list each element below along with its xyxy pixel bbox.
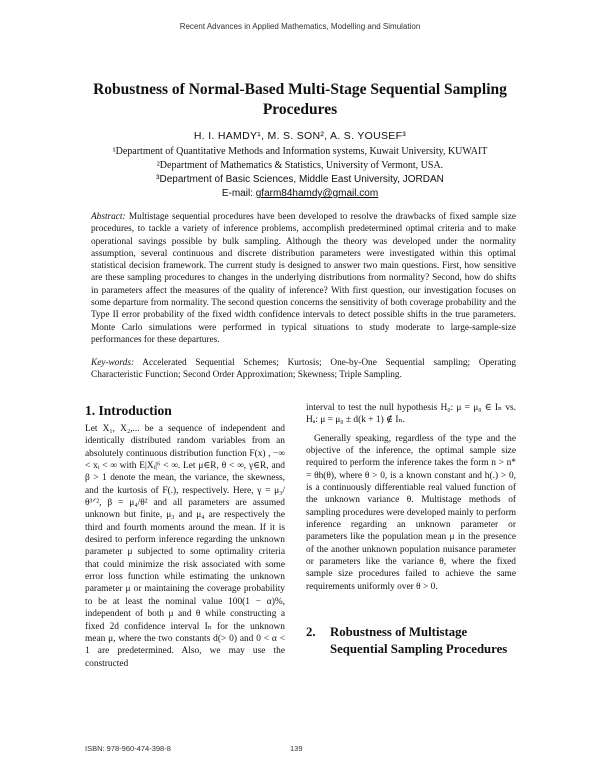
section-heading-robustness <box>306 624 516 658</box>
keywords-label: Key-words: <box>91 358 135 368</box>
keywords-text: Accelerated Sequential Schemes; Kurtosis; One-by-One Sequential sampling; Operating Characteristic Function; Second Order Approximation; Skewness; Triple Sampling. <box>91 358 516 381</box>
abstract <box>91 211 516 346</box>
paper-title: Robustness of Normal-Based Multi-Stage Sequential Sampling Procedures <box>93 81 507 118</box>
right-column <box>306 402 516 658</box>
affiliation-3: ³Department of Basic Sciences, Middle East University, JORDAN <box>156 174 444 185</box>
section2-title: Robustness of Multistage Sequential Sampling Procedures <box>330 625 508 657</box>
page-number: 139 <box>290 744 303 753</box>
author-list: H. I. HAMDY¹, M. S. SON², A. S. YOUSEF³ <box>193 130 407 142</box>
footer-isbn: ISBN: 978-960-474-398-8 <box>85 744 171 753</box>
affiliation-2: ²Department of Mathematics & Statistics, University of Vermont, USA. <box>156 160 444 171</box>
email-link[interactable]: gfarm84hamdy@gmail.com <box>255 188 379 199</box>
left-column <box>85 403 285 670</box>
section-heading-introduction: 1. Introduction <box>85 403 172 418</box>
email-label: E-mail: <box>221 188 256 199</box>
affiliation-1: ¹Department of Quantitative Methods and Information systems, Kuwait University, KUWAIT <box>112 146 488 157</box>
introduction-paragraph: Let X₁, X₂,... be a sequence of independent and identically distributed random variables from an absolutely continuous distribution function F(x) , −∞ < xᵢ < ∞ with E|Xᵢ|⁶ < ∞. Let μ∈R, θ < ∞, γ∈R, and β > 1 denote the mean, the variance, the skewness, and the kurtosis of F(.), respectively. Here, γ = μ₃/θ³ᐟ², β = μ₄/θ² and all parameters are assumed unknown but finite, μ₃ and μ₄ are respectively the third and fourth moments around the mean. If it is desired to perform inference regarding the unknown parameter μ subjected to some optimality criteria that could minimize the risk associated with some error loss function while estimating the unknown parameter μ or maintaining the coverage probability to be at least the nominal value 100(1 − α)%, independent of both μ and θ while constructing a fixed 2d confidence interval Iₙ for the unknown mean μ, where the two constants d(> 0) and 0 < α < 1 are predetermined. Also, we may use the constructed <box>85 424 285 669</box>
keywords <box>91 357 516 382</box>
multistage-paragraph: Generally speaking, regardless of the type and the objective of the inference, the optimal sample size required to perform the inference takes the form n > n* = θh(θ), where θ > 0, is a known constant and h(.) > 0, is a continuously differentiable real valued function of the unknown variance θ. Multistage methods of sampling procedures were developed mainly to perform inference regarding an unknown parameter or parameters like the population mean μ in the presence of the another unknown population nuisance parameter or parameters like the variance θ, where the fixed sample size procedures failed to achieve the same requirements uniformly over θ > 0. <box>306 433 516 592</box>
abstract-label: Abstract: <box>91 212 126 222</box>
hypothesis-paragraph: interval to test the null hypothesis H₀: μ = μ₀ ∈ Iₙ vs. Hₐ: μ = μ₀ ± d(k + 1) ∉ Iₙ. <box>306 403 516 426</box>
email-line <box>0 188 600 200</box>
running-head: Recent Advances in Applied Mathematics, Modelling and Simulation <box>179 22 421 31</box>
section2-number: 2. <box>306 625 316 640</box>
abstract-text: Multistage sequential procedures have been developed to resolve the drawbacks of fixed sample size procedures, to tackle a variety of inference problems, accomplish predetermined optimal criteria and to make operational savings possible by bulk sampling. Although the theory was developed under the normality assumption, several continuous and discrete distribution parameters were investigated within this optimal statistical decision framework. The current study is designed to answer two main questions. First, how sensitive are these sampling procedures to changes in the underlying distributions from normality? Second, how do shifts in parameters affect the measures of the quality of inference? With first question, our investigation focuses on some departure from normality. The second question concerns the sensitivity of both coverage probability and the Type II error probability of the fixed width confidence intervals to detect possible shifts in the true parameters. Monte Carlo simulations were performed in typical situations to study moderate to large-sample-size performances for these departures. <box>91 212 516 345</box>
